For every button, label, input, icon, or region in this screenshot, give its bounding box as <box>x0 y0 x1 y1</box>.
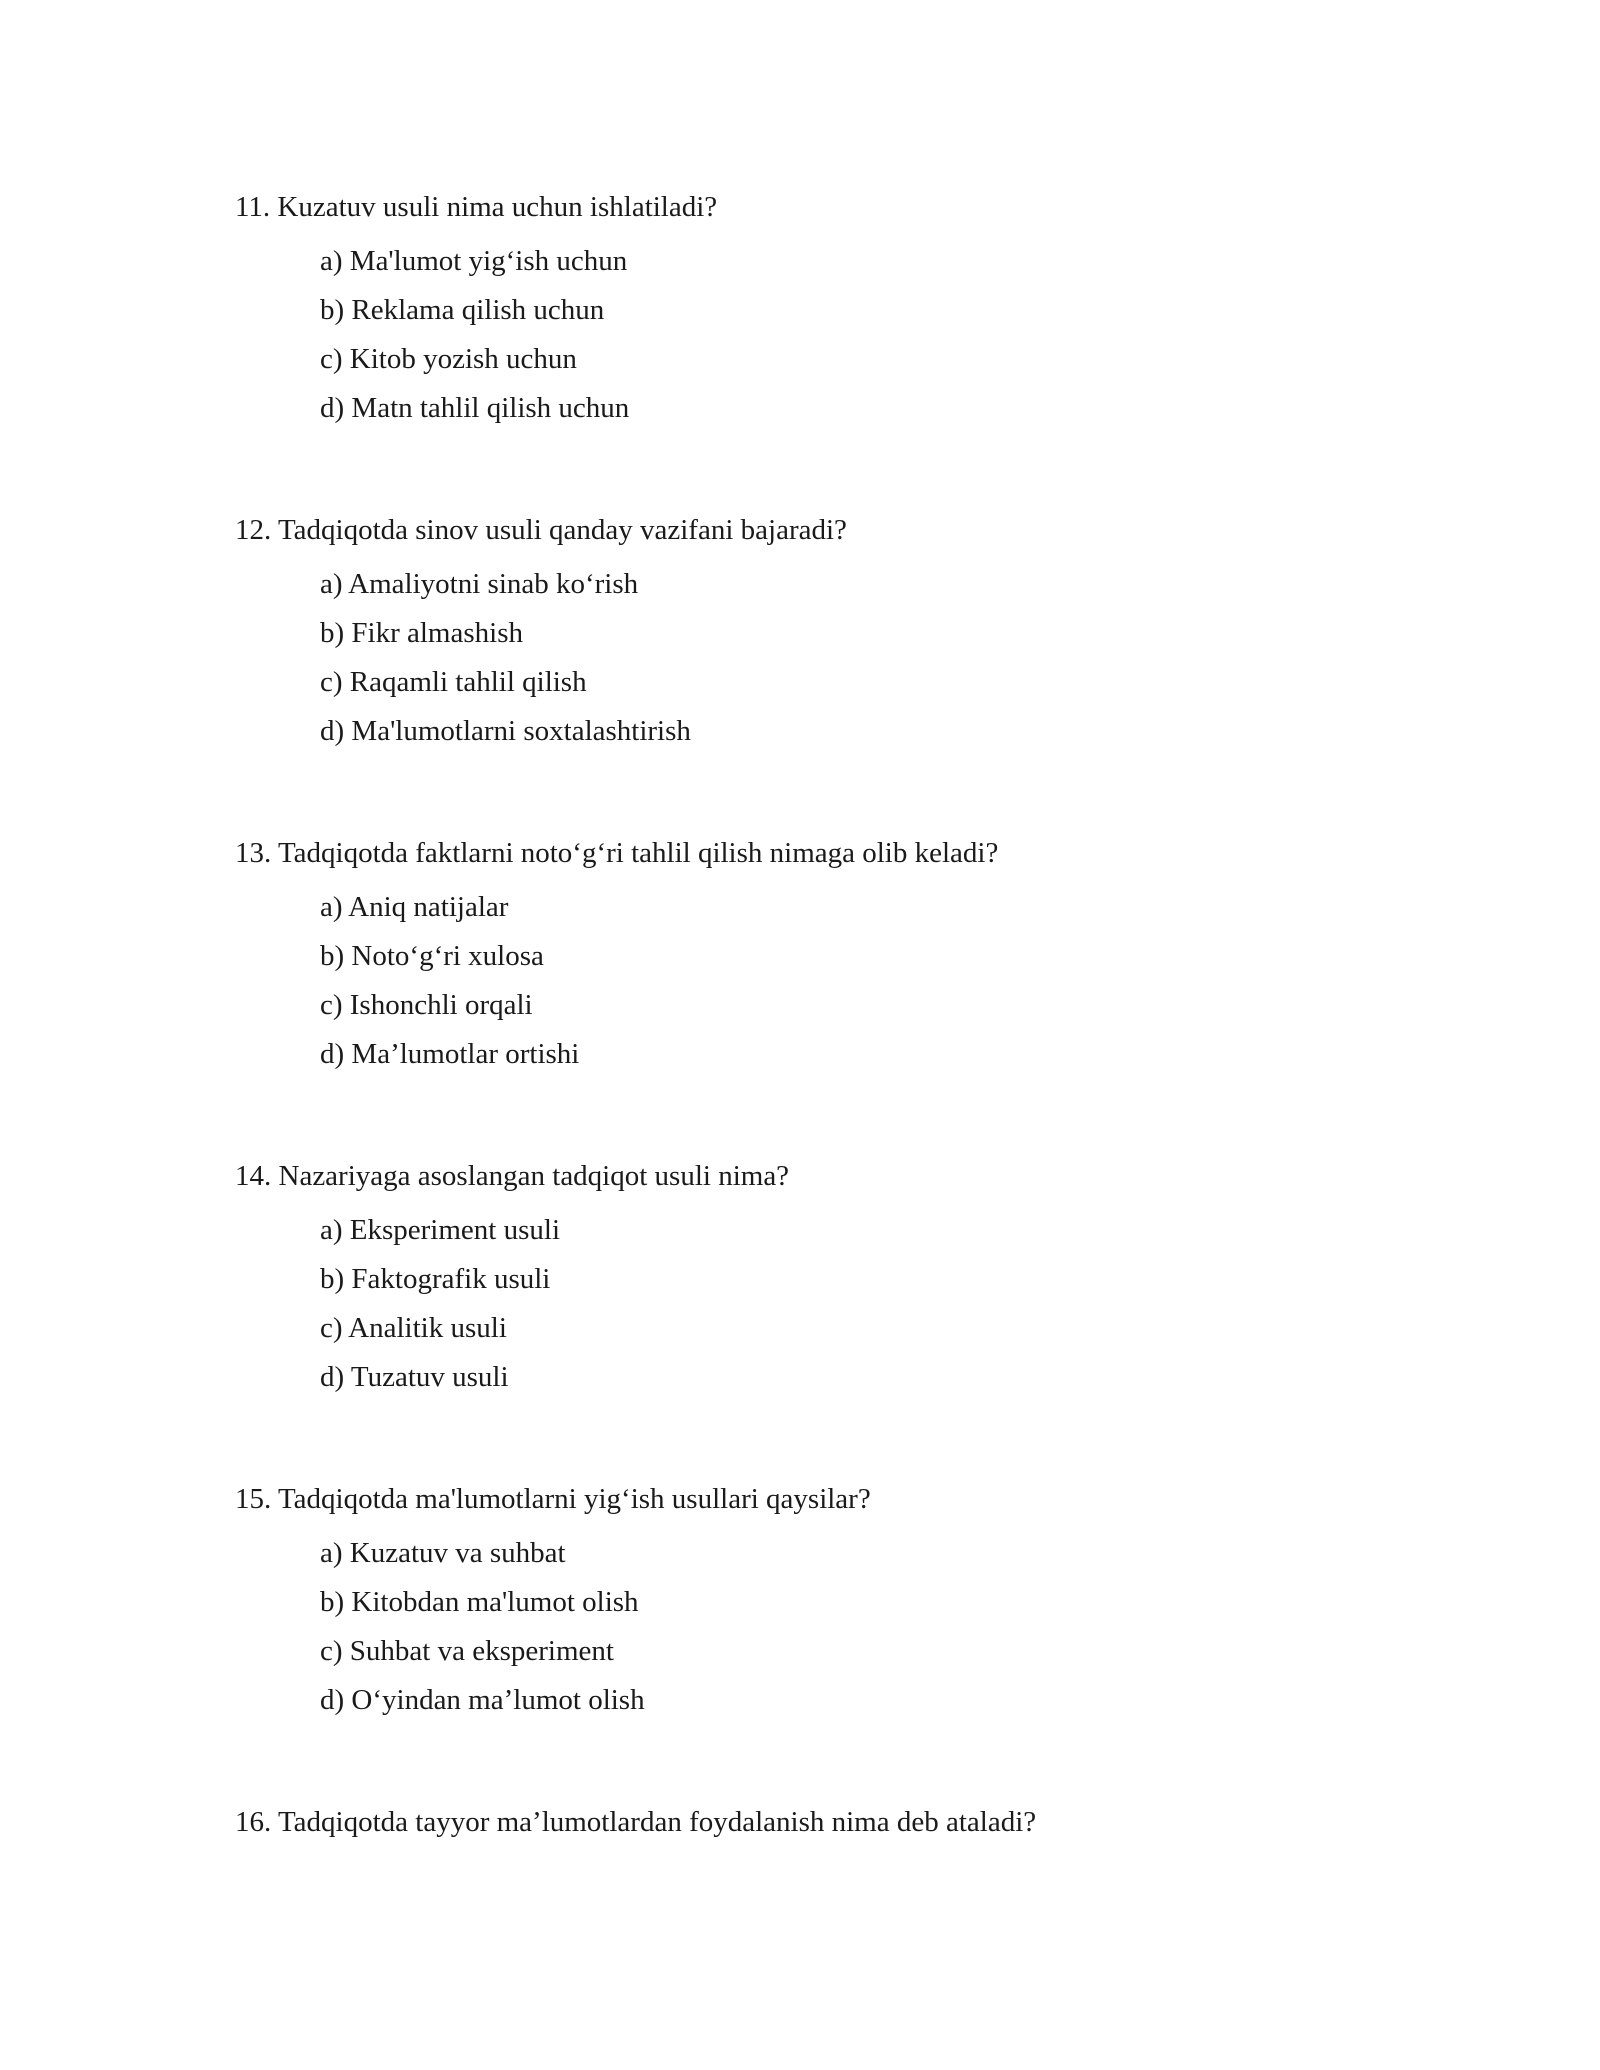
option-c: c) Raqamli tahlil qilish <box>320 666 587 698</box>
option-d: d) O‘yindan ma’lumot olish <box>320 1684 645 1716</box>
question-text: 13. Tadqiqotda faktlarni noto‘g‘ri tahlil qilish nimaga olib keladi? <box>235 837 999 869</box>
option-b: b) Noto‘g‘ri xulosa <box>320 940 544 972</box>
question-13 <box>235 836 1435 1086</box>
answer-options <box>320 1536 1435 1717</box>
question-12 <box>235 513 1435 763</box>
option-a: a) Kuzatuv va suhbat <box>320 1537 566 1569</box>
option-d: d) Ma'lumotlarni soxtalashtirish <box>320 715 691 747</box>
option-a: a) Aniq natijalar <box>320 891 509 923</box>
question-text: 14. Nazariyaga asoslangan tadqiqot usuli nima? <box>235 1160 790 1192</box>
option-d: d) Ma’lumotlar ortishi <box>320 1038 580 1070</box>
option-b: b) Fikr almashish <box>320 617 523 649</box>
option-c: c) Suhbat va eksperiment <box>320 1635 614 1667</box>
option-b: b) Reklama qilish uchun <box>320 294 605 326</box>
option-d: d) Tuzatuv usuli <box>320 1361 509 1393</box>
option-d: d) Matn tahlil qilish uchun <box>320 392 630 424</box>
answer-options <box>320 890 1435 1071</box>
option-b: b) Faktografik usuli <box>320 1263 551 1295</box>
option-a: a) Amaliyotni sinab ko‘rish <box>320 568 639 600</box>
option-c: c) Analitik usuli <box>320 1312 507 1344</box>
question-11 <box>235 190 1435 440</box>
answer-options <box>320 1213 1435 1394</box>
option-c: c) Kitob yozish uchun <box>320 343 577 375</box>
question-16 <box>235 1805 1435 1839</box>
option-c: c) Ishonchli orqali <box>320 989 533 1021</box>
question-14 <box>235 1159 1435 1409</box>
option-a: a) Ma'lumot yig‘ish uchun <box>320 245 628 277</box>
option-a: a) Eksperiment usuli <box>320 1214 561 1246</box>
answer-options <box>320 244 1435 425</box>
answer-options <box>320 567 1435 748</box>
question-15 <box>235 1482 1435 1732</box>
question-text: 11. Kuzatuv usuli nima uchun ishlatiladi? <box>235 191 718 223</box>
option-b: b) Kitobdan ma'lumot olish <box>320 1586 639 1618</box>
question-text: 15. Tadqiqotda ma'lumotlarni yig‘ish usullari qaysilar? <box>235 1483 871 1515</box>
question-text: 12. Tadqiqotda sinov usuli qanday vazifani bajaradi? <box>235 514 847 546</box>
question-text: 16. Tadqiqotda tayyor ma’lumotlardan foydalanish nima deb ataladi? <box>235 1806 1037 1838</box>
